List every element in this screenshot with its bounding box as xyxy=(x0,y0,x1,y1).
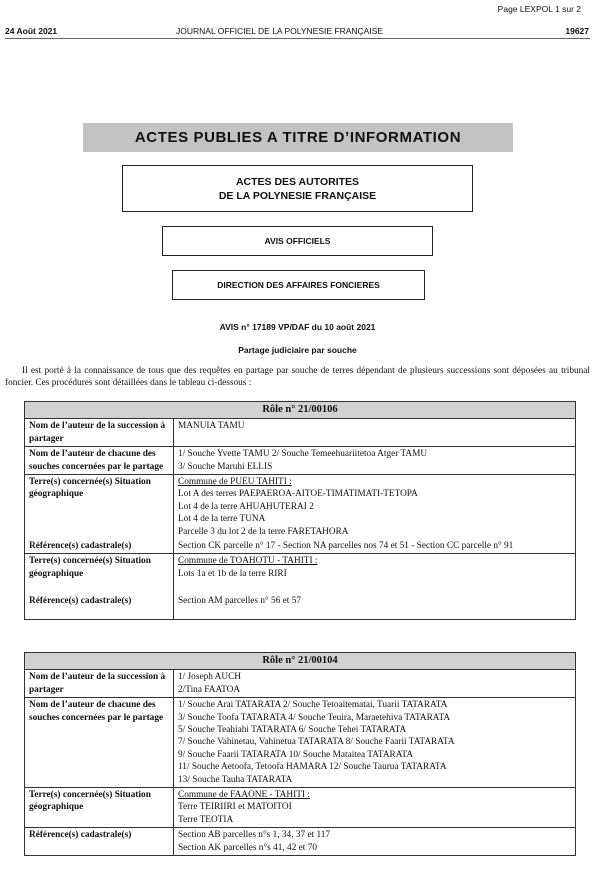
table-row xyxy=(25,539,576,554)
header-journal: JOURNAL OFFICIEL DE LA POLYNESIE FRANÇAISE xyxy=(176,26,384,36)
terre-line: Terre TEOTIA xyxy=(178,814,234,825)
terre-line: Lots 1a et 1b de la terre RIRI xyxy=(178,568,287,579)
ref-cell xyxy=(174,539,576,554)
table-row xyxy=(25,594,576,620)
table-row xyxy=(25,788,576,828)
table-row xyxy=(25,475,576,540)
terre-line: Lot A des terres PAEPAEROA-AITOE-TIMATIMATI-TETOPA xyxy=(178,489,418,500)
ref-value: Section CK parcelle n° 17 - Section NA parcelles nos 74 et 51 - Section CC parcelle n° 91 xyxy=(178,541,514,552)
label-ref: Référence(s) cadastrale(s) xyxy=(25,828,174,856)
lexpol-page-label: Page LEXPOL 1 sur 2 xyxy=(497,4,581,14)
label-terres: Terre(s) concernée(s) Situation géographique xyxy=(25,788,174,828)
auteur-value: 1/ Joseph AUCH xyxy=(178,672,242,683)
role-title: Rôle n° 21/00104 xyxy=(25,653,576,670)
souche-line: 9/ Souche Faarii TATARATA 10/ Souche Mataitea TATARATA xyxy=(178,749,414,760)
table-row xyxy=(25,419,576,447)
ref-cell xyxy=(174,594,576,620)
label-terres xyxy=(25,554,174,595)
authorities-line1: ACTES DES AUTORITES xyxy=(235,175,360,188)
table-row xyxy=(25,554,576,595)
intro-paragraph: Il est porté à la connaissance de tous que des requêtes en partage par souche de terres dépendant de plusieurs successions sont déposées au tribunal foncier. Ces procédures sont détaillées dans le tableau ci-dessous : xyxy=(5,366,590,388)
direction-label: DIRECTION DES AFFAIRES FONCIERES xyxy=(217,280,380,290)
section-title: ACTES PUBLIES A TITRE D’INFORMATION xyxy=(83,123,513,152)
terres-cell xyxy=(174,475,576,540)
terre-line: Lot 4 de la terre AHUAHUTERAI 2 xyxy=(178,501,314,512)
avis-title: AVIS n° 17189 VP/DAF du 10 août 2021 xyxy=(219,322,376,332)
label-auteur: Nom de l’auteur de la succession à partager xyxy=(25,419,174,447)
auteur-value: 2/Tina FAATOA xyxy=(178,684,241,695)
avis-subtitle: Partage judiciaire par souche xyxy=(238,345,357,355)
header-page-number: 19627 xyxy=(565,26,589,36)
souche-line: 5/ Souche Teahiahi TATARATA 6/ Souche Tehei TATARATA xyxy=(178,725,407,736)
souche-line: 3/ Souche Toofa TATARATA 4/ Souche Teuira, Maraetehiva TATARATA xyxy=(178,712,451,723)
label-souches: Nom de l’auteur de chacune des souches concernées par le partage xyxy=(25,447,174,475)
ref-cell xyxy=(174,828,576,856)
header-date: 24 Août 2021 xyxy=(5,26,58,36)
terre-line: Lot 4 de la terre TUNA xyxy=(178,514,266,525)
commune-heading: Commune de FAAONE - TAHITI : xyxy=(178,790,310,801)
avis-officiels-label: AVIS OFFICIELS xyxy=(264,236,331,246)
souches-cell xyxy=(174,447,576,475)
role-table-21-00104 xyxy=(24,652,576,856)
terres-cell xyxy=(174,788,576,828)
souche-line: 13/ Souche Tauha TATARATA xyxy=(178,774,293,785)
label-auteur: Nom de l’auteur de la succession à partager xyxy=(25,670,174,698)
label-ref: Référence(s) cadastrale(s) xyxy=(25,539,174,554)
table-row xyxy=(25,447,576,475)
souche-line: 11/ Souche Aetoofa, Tetoofa HAMARA 12/ Souche Taurua TATARATA xyxy=(178,762,447,773)
header-rule xyxy=(5,38,590,39)
table-row xyxy=(25,698,576,788)
label-souches: Nom de l’auteur de chacune des souches concernées par le partage xyxy=(25,698,174,788)
ref-value: Section AK parcelles n°s 41, 42 et 70 xyxy=(178,842,318,853)
souche-line: 1/ Souche Arai TATARATA 2/ Souche Tetoaitematai, Tuarii TATARATA xyxy=(178,700,448,711)
commune-heading: Commune de PUEU TAHITI : xyxy=(178,477,292,488)
commune-heading: Commune de TOAHOTU - TAHITI : xyxy=(178,556,318,567)
ref-value: Section AM parcelles n° 56 et 57 xyxy=(178,596,302,607)
authorities-box xyxy=(122,165,473,212)
direction-box xyxy=(172,270,425,300)
auteur-value: MANUIA TAMU xyxy=(174,419,576,447)
souche-line: 1/ Souche Yvette TAMU 2/ Souche Temeehuariitetoa Atger TAMU xyxy=(178,449,428,460)
authorities-line2: DE LA POLYNESIE FRANÇAISE xyxy=(218,189,377,202)
label-ref: Référence(s) cadastrale(s) xyxy=(25,594,174,620)
souche-line: 7/ Souche Vahinetau, Vahinetua TATARATA 8/ Souche Faarii TATARATA xyxy=(178,737,455,748)
souche-line: 3/ Souche Maruhi ELLIS xyxy=(178,461,273,472)
role-table-21-00106 xyxy=(24,401,576,620)
role-title: Rôle n° 21/00106 xyxy=(25,402,576,419)
terre-line: Terre TEIRIIRI et MATOITOI xyxy=(178,802,292,813)
ref-value: Section AB parcelles n°s 1, 34, 37 et 117 xyxy=(178,830,331,841)
terre-line: Parcelle 3 du lot 2 de la terre FARETAHORA xyxy=(178,526,349,537)
auteur-cell xyxy=(174,670,576,698)
souches-cell xyxy=(174,698,576,788)
avis-officiels-box xyxy=(162,226,433,256)
table-row xyxy=(25,828,576,856)
label-terres-text: Terre(s) concernée(s) Situation géographique xyxy=(29,556,151,579)
table-row xyxy=(25,670,576,698)
label-terres: Terre(s) concernée(s) Situation géographique xyxy=(25,475,174,540)
terres-cell xyxy=(174,554,576,595)
